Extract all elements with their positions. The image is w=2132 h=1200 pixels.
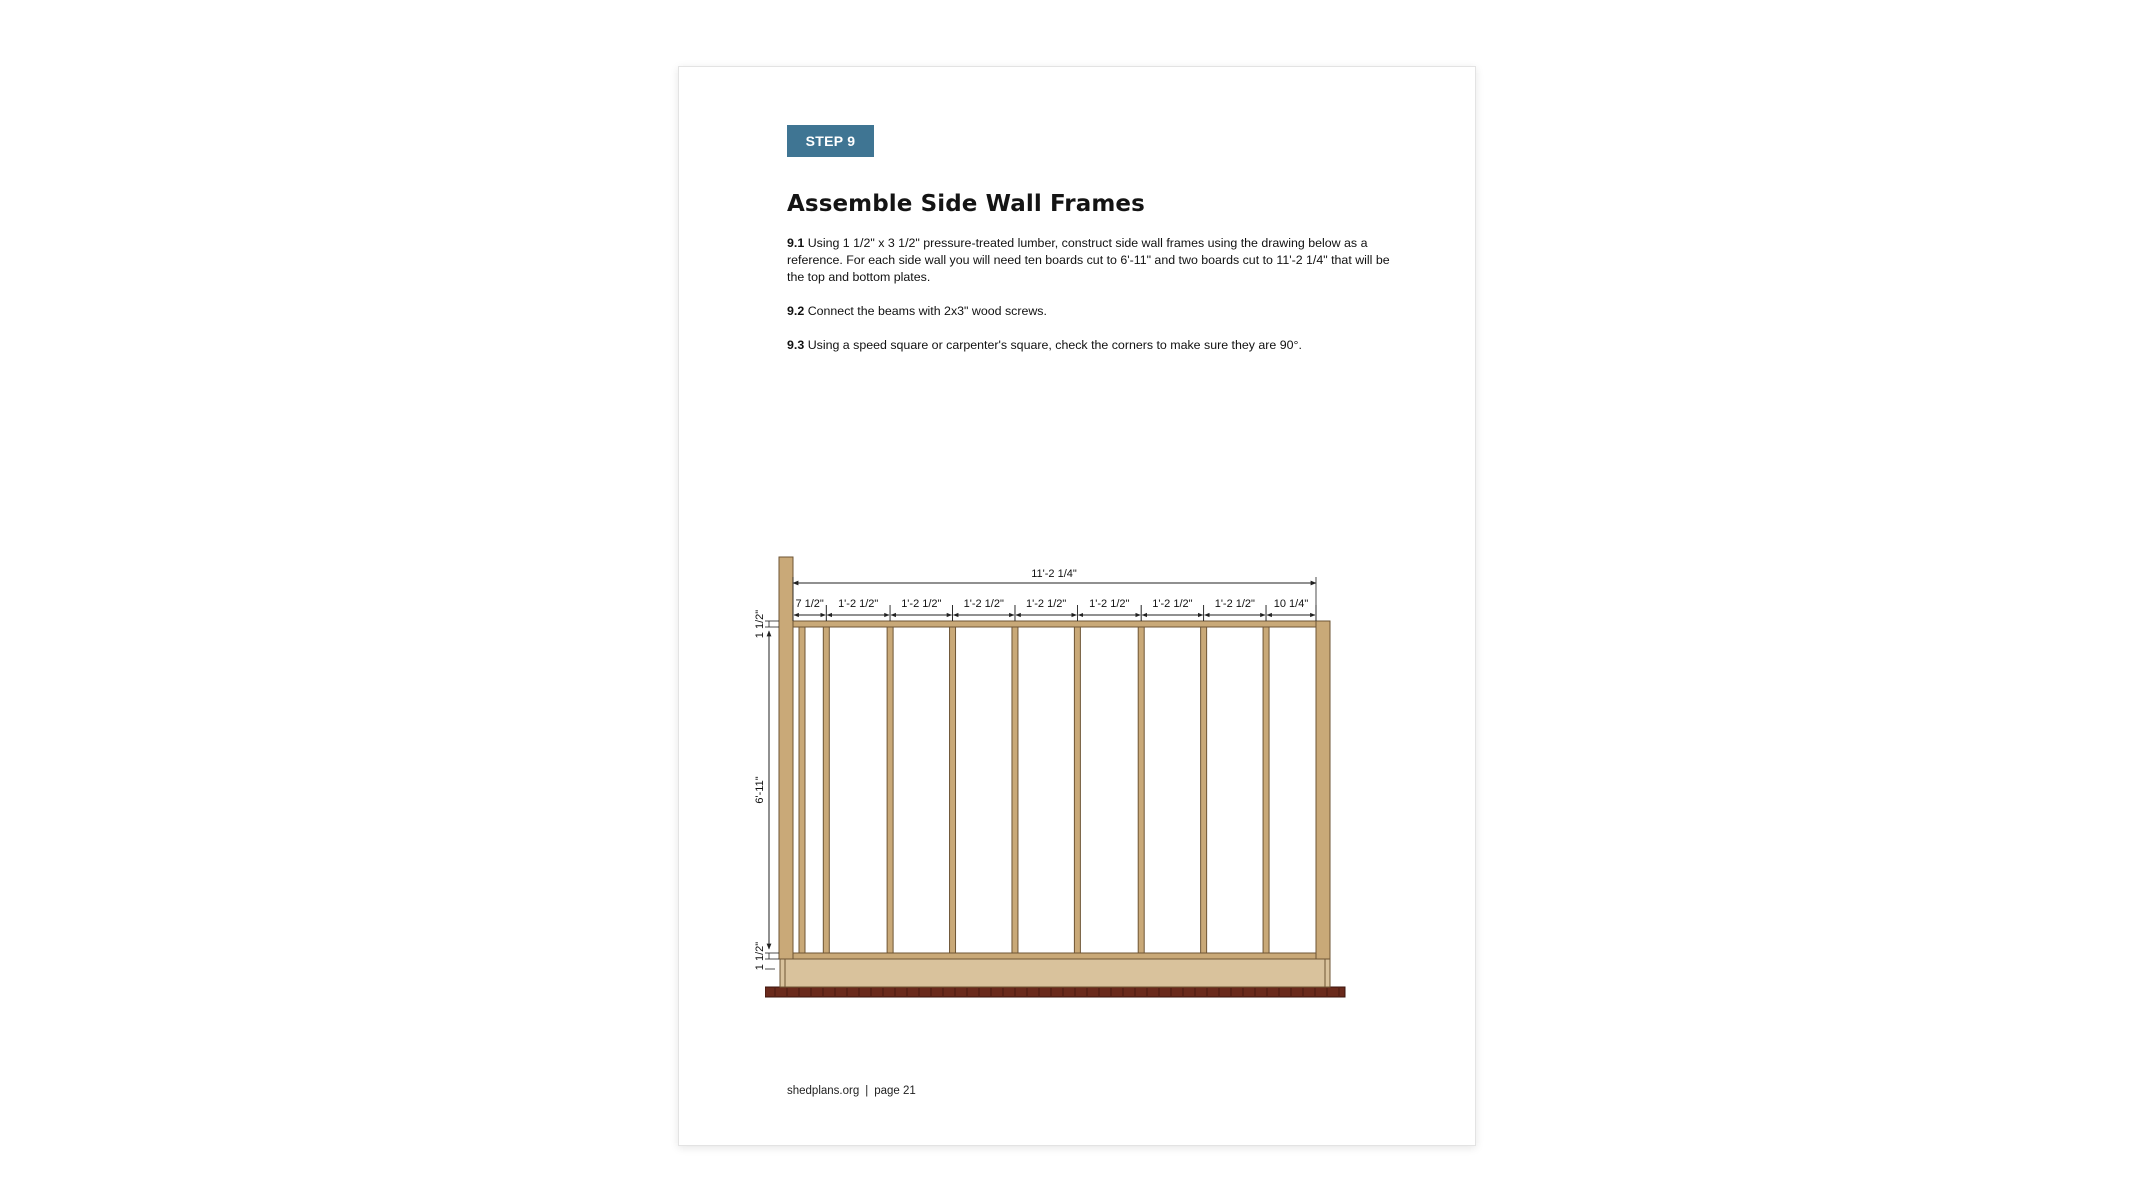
corner-post — [779, 557, 793, 959]
stud-height-label: 6'-11" — [754, 776, 766, 804]
bottom-plate-thickness-label: 1 1/2" — [754, 941, 766, 971]
wall-stud — [1263, 627, 1269, 953]
spacing-label: 1'-2 1/2" — [901, 598, 942, 610]
instruction-item — [787, 303, 1397, 320]
spacing-label: 1'-2 1/2" — [1152, 598, 1193, 610]
wall-stud — [823, 627, 829, 953]
document-page — [678, 66, 1476, 1146]
floor-rim-joist — [780, 959, 1330, 987]
overall-width-label: 11'-2 1/4" — [1031, 568, 1077, 580]
spacing-label: 1'-2 1/2" — [1026, 598, 1067, 610]
spacing-label: 1'-2 1/2" — [963, 598, 1004, 610]
spacing-label: 1'-2 1/2" — [838, 598, 879, 610]
footer-page-number: page 21 — [874, 1085, 916, 1097]
spacing-label: 1'-2 1/2" — [1089, 598, 1130, 610]
top-plate — [793, 621, 1316, 627]
wall-frame-diagram — [765, 491, 1365, 1011]
instruction-text: Connect the beams with 2x3" wood screws. — [807, 304, 1047, 318]
wall-stud — [799, 627, 805, 953]
top-plate-thickness-label: 1 1/2" — [754, 609, 766, 639]
spacing-label: 7 1/2" — [795, 598, 824, 610]
instruction-number: 9.3 — [787, 338, 805, 352]
wall-stud — [950, 627, 956, 953]
instructions-list — [787, 235, 1397, 371]
wall-stud — [1012, 627, 1018, 953]
stud-spacing-dimensions — [793, 598, 1316, 621]
instruction-item — [787, 235, 1397, 286]
foundation-strip — [765, 987, 1345, 997]
wall-stud — [1074, 627, 1080, 953]
vertical-dimension-labels — [749, 491, 773, 1011]
end-stud — [1316, 621, 1330, 959]
instruction-number: 9.1 — [787, 236, 805, 250]
step-badge: STEP 9 — [787, 125, 874, 157]
wall-studs — [799, 627, 1269, 953]
instruction-text: Using 1 1/2" x 3 1/2" pressure-treated lumber, construct side wall frames using the drawing below as a reference. For each side wall you will need ten boards cut to 6'-11" and two boards cut to 11'-2 1/4" that will be the top and bottom plates. — [787, 236, 1390, 284]
instruction-number: 9.2 — [787, 304, 805, 318]
spacing-label: 10 1/4" — [1273, 598, 1309, 610]
instruction-text: Using a speed square or carpenter's square, check the corners to make sure they are 90°. — [807, 338, 1302, 352]
spacing-label: 1'-2 1/2" — [1214, 598, 1255, 610]
page-footer — [787, 1085, 916, 1097]
wall-stud — [1201, 627, 1207, 953]
bottom-plate — [793, 953, 1316, 959]
footer-separator: | — [865, 1085, 869, 1097]
wall-stud — [1138, 627, 1144, 953]
footer-site: shedplans.org — [787, 1085, 860, 1097]
section-title: Assemble Side Wall Frames — [787, 191, 1145, 217]
wall-stud — [887, 627, 893, 953]
instruction-item — [787, 337, 1397, 354]
